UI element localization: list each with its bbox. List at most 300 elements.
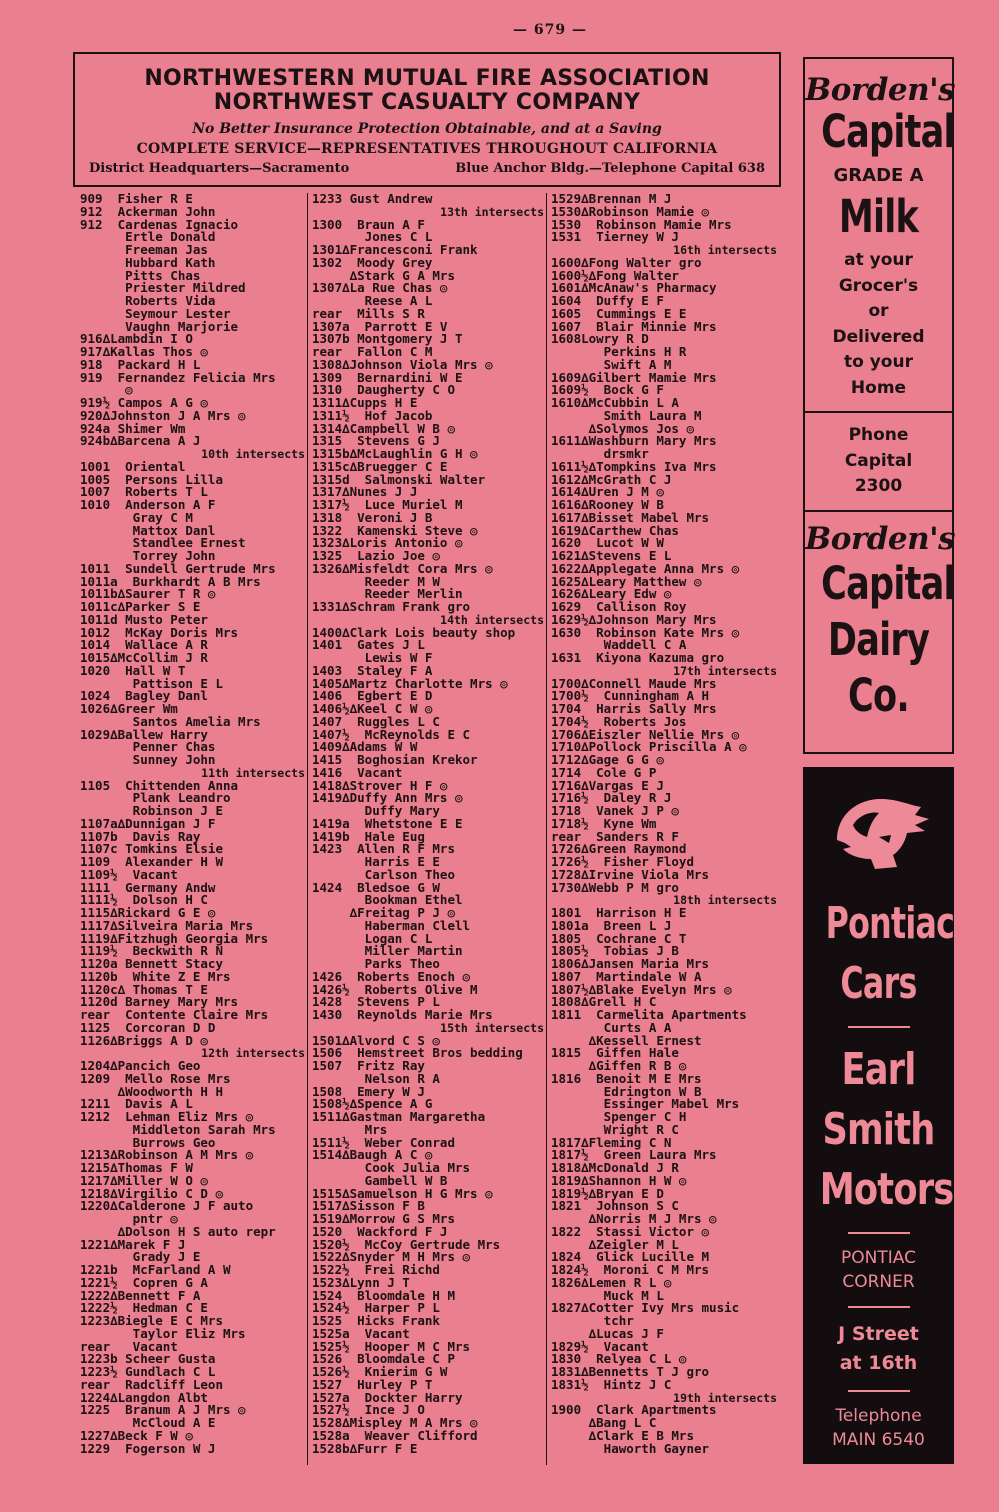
- directory-entry: 1222∆Bennett F A: [80, 1287, 201, 1303]
- directory-entry: 1302 Moody Grey: [312, 254, 433, 270]
- directory-entry: 1403 Staley F A: [312, 662, 433, 678]
- directory-entry: 1630 Robinson Kate Mrs ◎: [551, 624, 740, 640]
- directory-entry: Standlee Ernest: [80, 535, 246, 551]
- directory-entry: 1125 Corcoran D D: [80, 1019, 216, 1035]
- directory-entry: 1120c∆ Thomas T E: [80, 981, 208, 997]
- directory-entry: Smith Laura M: [551, 407, 702, 423]
- directory-entry: 1520½ McCoy Gertrude Mrs: [312, 1236, 501, 1252]
- intersection-heading: 17th intersects: [673, 663, 777, 678]
- directory-entry: 1331∆Schram Frank gro: [312, 599, 471, 614]
- directory-entry: 1212 Lehman Eliz Mrs ◎: [80, 1109, 254, 1124]
- directory-entry: 1508½∆Spence A G: [312, 1096, 433, 1112]
- directory-column-3: [551, 193, 777, 1473]
- directory-entry: Plank Leandro: [80, 790, 231, 806]
- directory-entry: 1710∆Pollock Priscilla A ◎: [551, 739, 747, 755]
- directory-entry: 1111½ Dolson H C: [80, 892, 208, 908]
- directory-entry: 1307b Montgomery J T: [312, 331, 463, 347]
- directory-entry: 1222½ Hedman C E: [80, 1300, 208, 1316]
- borden-line: at your: [844, 250, 913, 270]
- directory-entry: 1315c∆Bruegger C E: [312, 458, 448, 474]
- directory-entry: Mattox Danl: [80, 522, 216, 538]
- directory-entry: Reeder M W: [312, 573, 440, 589]
- directory-entry: 1611∆Washburn Mary Mrs: [551, 433, 717, 449]
- directory-entry: 1424 Bledsoe G W: [312, 879, 440, 895]
- ad-hq-left: District Headquarters—Sacramento: [89, 161, 350, 176]
- directory-entry: 1111 Germany Andw: [80, 879, 216, 895]
- directory-entry: 1301∆Francesconi Frank: [312, 242, 478, 257]
- ad-title-line2: NORTHWEST CASUALTY COMPANY: [213, 90, 641, 115]
- directory-entry: 1415 Boghosian Krekor: [312, 752, 478, 767]
- directory-entry: 1831½ Hintz J C: [551, 1376, 672, 1392]
- directory-entry: 1626∆Leary Edw ◎: [551, 586, 672, 602]
- directory-entry: 1525½ Hooper M C Mrs: [312, 1338, 471, 1354]
- borden-ad: [803, 57, 954, 754]
- directory-entry: 1524½ Harper P L: [312, 1300, 440, 1316]
- directory-entry: 1225 Branum A J Mrs ◎: [80, 1402, 246, 1418]
- directory-entry: 1405∆Martz Charlotte Mrs ◎: [312, 675, 508, 691]
- directory-entry: 1418∆Strover H F ◎: [312, 777, 448, 793]
- intersection-heading: 13th intersects: [440, 204, 544, 219]
- directory-entry: 1611½∆Tompkins Iva Mrs: [551, 458, 717, 474]
- directory-entry: 1609½ Bock G F: [551, 382, 664, 398]
- directory-entry: 1419∆Duffy Ann Mrs ◎: [312, 790, 463, 806]
- directory-entry: 1517∆Sisson F B: [312, 1198, 425, 1214]
- pontiac-street-line: J Street: [838, 1323, 919, 1345]
- directory-entry: 1233 Gust Andrew: [312, 193, 433, 206]
- borden-capital: Capital: [821, 105, 955, 158]
- directory-entry: 924b∆Barcena A J: [80, 433, 201, 449]
- directory-entry: 1423 Allen R F Mrs: [312, 841, 455, 857]
- directory-entry: 1107a∆Dunnigan J F: [80, 815, 216, 831]
- directory-entry: 1528b∆Furr F E: [312, 1440, 418, 1456]
- directory-entry: 1900 Clark Apartments: [551, 1402, 717, 1418]
- directory-entry: rear Radcliff Leon: [80, 1376, 223, 1392]
- directory-entry: 1525a Vacant: [312, 1325, 410, 1341]
- directory-entry: 1220∆Calderone J F auto: [80, 1198, 254, 1214]
- directory-entry: 1605 Cummings E E: [551, 305, 687, 321]
- directory-entry: 1805 Cochrane C T: [551, 930, 687, 946]
- directory-entry: 1209 Mello Rose Mrs: [80, 1070, 231, 1086]
- directory-entry: Cook Julia Mrs: [312, 1160, 471, 1175]
- directory-entry: 1315 Stevens G J: [312, 433, 440, 449]
- directory-entry: Gray C M: [80, 509, 193, 525]
- directory-entry: 1523∆Lynn J T: [312, 1274, 410, 1290]
- directory-entry: 1507 Fritz Ray: [312, 1058, 425, 1073]
- directory-entry: Reeder Merlin: [312, 586, 463, 602]
- directory-entry: rear Contente Claire Mrs: [80, 1007, 269, 1022]
- directory-entry: 919 Fernandez Felicia Mrs: [80, 369, 276, 385]
- directory-entry: 1029∆Ballew Harry: [80, 726, 208, 742]
- directory-entry: 1407½ McReynolds E C: [312, 726, 471, 742]
- directory-entry: 1700∆Connell Maude Mrs: [551, 675, 717, 691]
- directory-entry: 1514∆Baugh A C ◎: [312, 1147, 433, 1163]
- directory-entry: Logan C L: [312, 930, 433, 946]
- directory-entry: Taylor Eliz Mrs: [80, 1325, 246, 1341]
- directory-entry: 1807 Martindale W A: [551, 968, 702, 984]
- directory-entry: 1821 Johnson S C: [551, 1198, 679, 1214]
- directory-entry: 1308∆Johnson Viola Mrs ◎: [312, 356, 493, 372]
- directory-entry: 1622∆Applegate Anna Mrs ◎: [551, 560, 740, 576]
- directory-entry: 1426½ Roberts Olive M: [312, 981, 478, 997]
- directory-entry: Edrington W B: [551, 1083, 702, 1099]
- intersection-heading: 11th intersects: [201, 765, 305, 780]
- directory-entry: 1620 Lucot W W: [551, 535, 664, 551]
- directory-entry: Gambell W B: [312, 1172, 448, 1188]
- directory-entry: pntr ◎: [80, 1211, 178, 1226]
- directory-entry: 1827∆Cotter Ivy Mrs music: [551, 1300, 740, 1316]
- directory-entry: Reese A L: [312, 293, 433, 308]
- intersection-heading: 19th intersects: [673, 1390, 777, 1405]
- directory-entry: 1326∆Misfeldt Cora Mrs ◎: [312, 560, 493, 576]
- directory-entry: 1824 Glick Lucille M: [551, 1249, 710, 1265]
- directory-entry: tchr: [551, 1313, 634, 1328]
- directory-entry: 1726½ Fisher Floyd: [551, 854, 694, 869]
- directory-entry: 1314∆Campbell W B ◎: [312, 420, 455, 436]
- borden-phone-line: Capital: [844, 450, 913, 471]
- directory-entry: 1527a Dockter Harry: [312, 1389, 463, 1405]
- directory-entry: ◎: [80, 382, 133, 398]
- directory-entry: 1020 Hall W T: [80, 662, 186, 678]
- pontiac-divider: [848, 1232, 910, 1234]
- directory-entry: 1524 Bloomdale H M: [312, 1287, 455, 1303]
- directory-entry: 1300 Braun A F: [312, 216, 425, 232]
- insurance-ad: [73, 52, 781, 187]
- directory-entry: 1400∆Clark Lois beauty shop: [312, 624, 516, 640]
- directory-entry: 1522½ Frei Richd: [312, 1262, 440, 1277]
- directory-entry: Haworth Gayner: [551, 1440, 710, 1456]
- directory-entry: 1625∆Leary Matthew ◎: [551, 573, 702, 589]
- directory-entry: 1531 Tierney W J: [551, 229, 679, 245]
- directory-entry: 1704½ Roberts Jos: [551, 713, 687, 729]
- directory-entry: Ertle Donald: [80, 229, 216, 245]
- borden-co-line: Capital: [821, 556, 955, 610]
- directory-entry: 1221∆Marek F J: [80, 1236, 186, 1252]
- directory-entry: 1223∆Biegle E C Mrs: [80, 1313, 223, 1328]
- directory-entry: 1223b Scheer Gusta: [80, 1351, 216, 1367]
- directory-entry: 1213∆Robinson A M Mrs ◎: [80, 1147, 254, 1163]
- ad-hq-right: Blue Anchor Bldg.—Telephone Capital 638: [455, 161, 765, 176]
- directory-entry: 1726∆Green Raymond: [551, 841, 687, 857]
- directory-entry: 1107c Tomkins Elsie: [80, 841, 223, 857]
- directory-entry: 1224∆Langdon Albt: [80, 1389, 208, 1405]
- directory-entry: 1718 Vanek J P ◎: [551, 803, 679, 818]
- directory-entry: 920∆Johnston J A Mrs ◎: [80, 407, 246, 423]
- directory-entry: ∆Woodworth H H: [80, 1083, 223, 1099]
- directory-entry: 1609∆Gilbert Mamie Mrs: [551, 369, 717, 385]
- directory-entry: 1406½∆Keel C W ◎: [312, 701, 433, 716]
- directory-entry: ∆Bang L C: [551, 1415, 657, 1430]
- borden-phone-line: Phone: [848, 425, 909, 445]
- pontiac-dealer-line: Smith: [822, 1104, 935, 1155]
- directory-entry: 1728∆Irvine Viola Mrs: [551, 866, 710, 882]
- directory-entry: 1819∆Shannon H W ◎: [551, 1172, 687, 1188]
- directory-entry: Swift A M: [551, 356, 672, 372]
- directory-entry: Santos Amelia Mrs: [80, 713, 261, 729]
- directory-entry: Freeman Jas: [80, 242, 208, 257]
- column-divider: [307, 193, 308, 1465]
- directory-entry: ∆Kessell Ernest: [551, 1032, 702, 1048]
- intersection-heading: 14th intersects: [440, 612, 544, 627]
- directory-entry: 1406 Egbert E D: [312, 688, 433, 704]
- directory-entry: rear Fallon C M: [312, 344, 433, 359]
- directory-entry: 1107b Davis Ray: [80, 828, 201, 844]
- pontiac-telephone-line: MAIN 6540: [832, 1430, 925, 1450]
- directory-entry: 1716½ Daley R J: [551, 790, 672, 806]
- directory-entry: 1619∆Carthew Chas: [551, 522, 679, 538]
- directory-entry: 1824½ Moroni C M Mrs: [551, 1262, 710, 1277]
- directory-entry: Grady J E: [80, 1249, 201, 1265]
- directory-entry: 1826∆Lemen R L ◎: [551, 1274, 672, 1290]
- directory-entry: Hubbard Kath: [80, 254, 216, 270]
- pontiac-corner-line: CORNER: [842, 1272, 915, 1292]
- directory-entry: 1818∆McDonald J R: [551, 1160, 679, 1175]
- directory-entry: 1115∆Rickard G E ◎: [80, 905, 216, 920]
- directory-entry: 1511∆Gastman Margaretha: [312, 1109, 486, 1124]
- directory-entry: 1011 Sundell Gertrude Mrs: [80, 560, 276, 576]
- directory-entry: 1601∆McAnaw's Pharmacy: [551, 280, 717, 296]
- directory-entry: 1730∆Webb P M gro: [551, 879, 679, 895]
- borden-divider: [805, 510, 952, 512]
- directory-entry: ∆Dolson H S auto repr: [80, 1223, 276, 1239]
- directory-entry: 1024 Bagley Danl: [80, 688, 208, 704]
- directory-entry: 1806∆Jansen Maria Mrs: [551, 956, 710, 971]
- pontiac-street-line: at 16th: [839, 1352, 918, 1374]
- directory-entry: 1714 Cole G P: [551, 764, 657, 780]
- directory-entry: 1817½ Green Laura Mrs: [551, 1147, 717, 1163]
- borden-co-line: Dairy: [827, 612, 930, 666]
- directory-entry: 1109 Alexander H W: [80, 854, 223, 869]
- directory-entry: 1817∆Fleming C N: [551, 1134, 672, 1150]
- directory-entry: 1519∆Morrow G S Mrs: [312, 1211, 455, 1226]
- directory-column-1: [80, 193, 305, 1473]
- borden-logo: Borden's: [805, 72, 956, 108]
- directory-entry: 1307a Parrott E V: [312, 318, 448, 334]
- borden-line: to your: [844, 352, 913, 372]
- pontiac-brand-line: Pontiac: [825, 898, 955, 949]
- directory-entry: 1215∆Thomas F W: [80, 1160, 193, 1175]
- directory-entry: rear Sanders R F: [551, 828, 679, 844]
- directory-entry: 1227∆Beck F W ◎: [80, 1427, 193, 1443]
- directory-entry: 1829½ Vacant: [551, 1338, 649, 1354]
- ad-service: COMPLETE SERVICE—REPRESENTATIVES THROUGHOUT CALIFORNIA: [136, 141, 718, 157]
- directory-entry: Robinson J E: [80, 803, 223, 818]
- directory-entry: 1716∆Vargas E J: [551, 777, 664, 793]
- directory-entry: 1600∆Fong Walter gro: [551, 254, 702, 270]
- directory-entry: 1807½∆Blake Evelyn Mrs ◎: [551, 981, 732, 997]
- directory-entry: 1119∆Fitzhugh Georgia Mrs: [80, 930, 269, 946]
- directory-entry: ∆Giffen R B ◎: [551, 1058, 687, 1073]
- directory-entry: 1704 Harris Sally Mrs: [551, 701, 717, 716]
- directory-entry: 1011d Musto Peter: [80, 611, 208, 627]
- directory-entry: 1819½∆Bryan E D: [551, 1185, 664, 1201]
- directory-entry: 1217∆Miller W O ◎: [80, 1172, 208, 1188]
- directory-entry: 1631 Kiyona Kazuma gro: [551, 650, 725, 665]
- directory-entry: 1822 Stassi Victor ◎: [551, 1223, 710, 1239]
- page-number: — 679 —: [513, 22, 587, 38]
- directory-entry: 1520 Wackford F J: [312, 1223, 448, 1239]
- directory-entry: drsmkr: [551, 446, 649, 461]
- directory-entry: 918 Packard H L: [80, 356, 201, 372]
- directory-entry: Wright R C: [551, 1121, 679, 1137]
- borden-grade: GRADE A: [833, 165, 924, 186]
- directory-entry: 917∆Kallas Thos ◎: [80, 344, 208, 359]
- directory-entry: Curts A A: [551, 1019, 672, 1035]
- directory-entry: 1808∆Grell H C: [551, 994, 657, 1010]
- directory-entry: 1616∆Rooney W B: [551, 497, 664, 512]
- directory-entry: Roberts Vida: [80, 293, 216, 308]
- directory-entry: 1120a Bennett Stacy: [80, 956, 223, 971]
- pontiac-indian-head-icon: [819, 785, 939, 880]
- directory-column-2: [312, 193, 544, 1473]
- directory-entry: 1211 Davis A L: [80, 1096, 193, 1112]
- directory-entry: 1528a Weaver Clifford: [312, 1427, 478, 1443]
- directory-entry: 1317½ Luce Muriel M: [312, 497, 463, 512]
- directory-entry: 1407 Ruggles L C: [312, 713, 440, 729]
- directory-entry: 1506 Hemstreet Bros bedding: [312, 1045, 523, 1061]
- directory-entry: Pitts Chas: [80, 267, 201, 283]
- borden-line: or: [868, 301, 889, 321]
- directory-entry: 1530∆Robinson Mamie ◎: [551, 203, 710, 219]
- directory-entry: 1501∆Alvord C S ◎: [312, 1032, 440, 1048]
- directory-entry: 1815 Giffen Hale: [551, 1045, 679, 1061]
- directory-entry: Muck M L: [551, 1287, 664, 1303]
- directory-entry: 1119½ Beckwith R N: [80, 943, 223, 959]
- directory-entry: 1221½ Copren G A: [80, 1274, 208, 1290]
- directory-entry: 916∆Lambdin I O: [80, 331, 193, 347]
- directory-entry: ∆Clark E B Mrs: [551, 1427, 694, 1443]
- directory-entry: 1515∆Samuelson H G Mrs ◎: [312, 1185, 493, 1201]
- directory-entry: 1816 Benoit M E Mrs: [551, 1070, 702, 1086]
- directory-entry: Carlson Theo: [312, 866, 455, 882]
- directory-entry: 1323∆Loris Antonio ◎: [312, 535, 463, 551]
- directory-entry: Priester Mildred: [80, 280, 246, 296]
- directory-entry: 1529∆Brennan M J: [551, 193, 672, 206]
- directory-entry: 1527 Hurley P T: [312, 1376, 433, 1392]
- directory-entry: 1426 Roberts Enoch ◎: [312, 968, 471, 984]
- directory-entry: 1026∆Greer Wm: [80, 701, 178, 716]
- directory-entry: Pattison E L: [80, 675, 223, 691]
- pontiac-telephone-line: Telephone: [835, 1406, 922, 1426]
- directory-entry: 1317∆Nunes J J: [312, 484, 418, 500]
- directory-entry: ∆Zeigler M L: [551, 1236, 679, 1252]
- directory-entry: Mrs: [312, 1121, 388, 1137]
- intersection-heading: 15th intersects: [440, 1020, 544, 1035]
- directory-entry: 1801a Breen L J: [551, 917, 672, 933]
- directory-entry: Spenger C H: [551, 1109, 687, 1124]
- directory-entry: Torrey John: [80, 548, 216, 563]
- directory-entry: Burrows Geo: [80, 1134, 216, 1150]
- directory-entry: 1419a Whetstone E E: [312, 815, 463, 831]
- directory-entry: rear Vacant: [80, 1338, 178, 1354]
- directory-entry: 1604 Duffy E F: [551, 293, 664, 308]
- directory-entry: 1204∆Pancich Geo: [80, 1058, 201, 1073]
- pontiac-dealer-line: Earl: [841, 1044, 916, 1095]
- directory-entry: 1614∆Uren J M ◎: [551, 484, 664, 500]
- directory-entry: 924a Shimer Wm: [80, 420, 186, 436]
- directory-entry: ∆Freitag P J ◎: [312, 905, 455, 920]
- directory-entry: Lewis W F: [312, 650, 433, 665]
- directory-entry: 1318 Veroni J B: [312, 509, 433, 525]
- directory-entry: 1223½ Gundlach C L: [80, 1364, 216, 1379]
- ad-headquarters: [75, 161, 779, 176]
- directory-entry: 1811 Carmelita Apartments: [551, 1007, 747, 1022]
- directory-entry: 1010 Anderson A F: [80, 497, 216, 512]
- pontiac-divider: [848, 1390, 910, 1392]
- directory-entry: McCloud A E: [80, 1415, 216, 1430]
- directory-entry: 1325 Lazio Joe ◎: [312, 548, 440, 563]
- directory-entry: 1805½ Tobias J B: [551, 943, 679, 959]
- directory-entry: 1629½∆Johnson Mary Mrs: [551, 611, 717, 627]
- borden-milk: Milk: [838, 190, 919, 243]
- directory-entry: 1012 McKay Doris Mrs: [80, 624, 239, 640]
- directory-entry: 1011a Burkhardt A B Mrs: [80, 573, 261, 589]
- directory-entry: Middleton Sarah Mrs: [80, 1121, 276, 1137]
- directory-entry: 1527½ Ince J O: [312, 1402, 425, 1418]
- directory-entry: Jones C L: [312, 229, 433, 245]
- directory-entry: 1310 Daugherty C O: [312, 382, 455, 398]
- pontiac-dealer-line: Motors: [819, 1164, 954, 1215]
- directory-entry: 1528∆Mispley M A Mrs ◎: [312, 1415, 478, 1430]
- directory-entry: 1629 Callison Roy: [551, 599, 687, 614]
- directory-entry: 1712∆Gage G G ◎: [551, 752, 664, 767]
- pontiac-ad: [803, 767, 954, 1464]
- directory-entry: Perkins H R: [551, 344, 687, 359]
- directory-entry: 1801 Harrison H E: [551, 905, 687, 920]
- directory-entry: 1617∆Bisset Mabel Mrs: [551, 509, 710, 525]
- directory-entry: 1126∆Briggs A D ◎: [80, 1032, 208, 1048]
- directory-entry: 1307∆La Rue Chas ◎: [312, 280, 448, 296]
- directory-entry: rear Mills S R: [312, 305, 425, 321]
- directory-entry: Nelson R A: [312, 1070, 440, 1086]
- intersection-heading: 10th intersects: [201, 447, 305, 461]
- directory-entry: 1401 Gates J L: [312, 637, 425, 653]
- directory-entry: 1117∆Silveira Maria Mrs: [80, 917, 254, 933]
- directory-entry: 1011c∆Parker S E: [80, 599, 201, 614]
- intersection-heading: 12th intersects: [201, 1046, 305, 1061]
- directory-entry: Harris E E: [312, 854, 440, 869]
- directory-entry: 1409∆Adams W W: [312, 739, 418, 755]
- borden-message: [805, 248, 952, 401]
- directory-entry: 1525 Hicks Frank: [312, 1313, 440, 1328]
- directory-entry: Parks Theo: [312, 956, 440, 971]
- directory-entry: 1621∆Stevens E L: [551, 548, 672, 563]
- directory-entry: 1416 Vacant: [312, 764, 403, 780]
- directory-entry: 1700½ Cunningham A H: [551, 688, 710, 704]
- directory-entry: 1610∆McCubbin L A: [551, 395, 679, 410]
- directory-entry: ∆Lucas J F: [551, 1325, 664, 1341]
- borden-phone-line: 2300: [854, 476, 903, 496]
- directory-entry: Bookman Ethel: [312, 892, 463, 908]
- directory-entry: 1218∆Virgilio C D ◎: [80, 1185, 223, 1201]
- borden-line: Home: [850, 377, 907, 398]
- directory-entry: 1007 Roberts T L: [80, 484, 208, 500]
- directory-entry: 919½ Campos A G ◎: [80, 395, 208, 410]
- directory-entry: 1608Lowry R D: [551, 331, 649, 347]
- directory-entry: 1120d Barney Mary Mrs: [80, 994, 239, 1010]
- directory-entry: Penner Chas: [80, 739, 216, 755]
- directory-entry: 1526 Bloomdale C P: [312, 1351, 455, 1367]
- directory-entry: 1522∆Snyder M H Mrs ◎: [312, 1249, 471, 1265]
- directory-entry: 1508 Emery W J: [312, 1083, 425, 1099]
- directory-entry: 1428 Stevens P L: [312, 994, 440, 1010]
- directory-entry: 1718½ Kyne Wm: [551, 815, 657, 831]
- directory-entry: 1105 Chittenden Anna: [80, 777, 239, 793]
- directory-entry: 1600½∆Fong Walter: [551, 267, 679, 283]
- directory-entry: 1011b∆Saurer T R ◎: [80, 586, 216, 602]
- directory-entry: 1706∆Eiszler Nellie Mrs ◎: [551, 726, 740, 742]
- borden-logo: Borden's: [805, 520, 956, 557]
- directory-entry: ∆Stark G A Mrs: [312, 267, 455, 283]
